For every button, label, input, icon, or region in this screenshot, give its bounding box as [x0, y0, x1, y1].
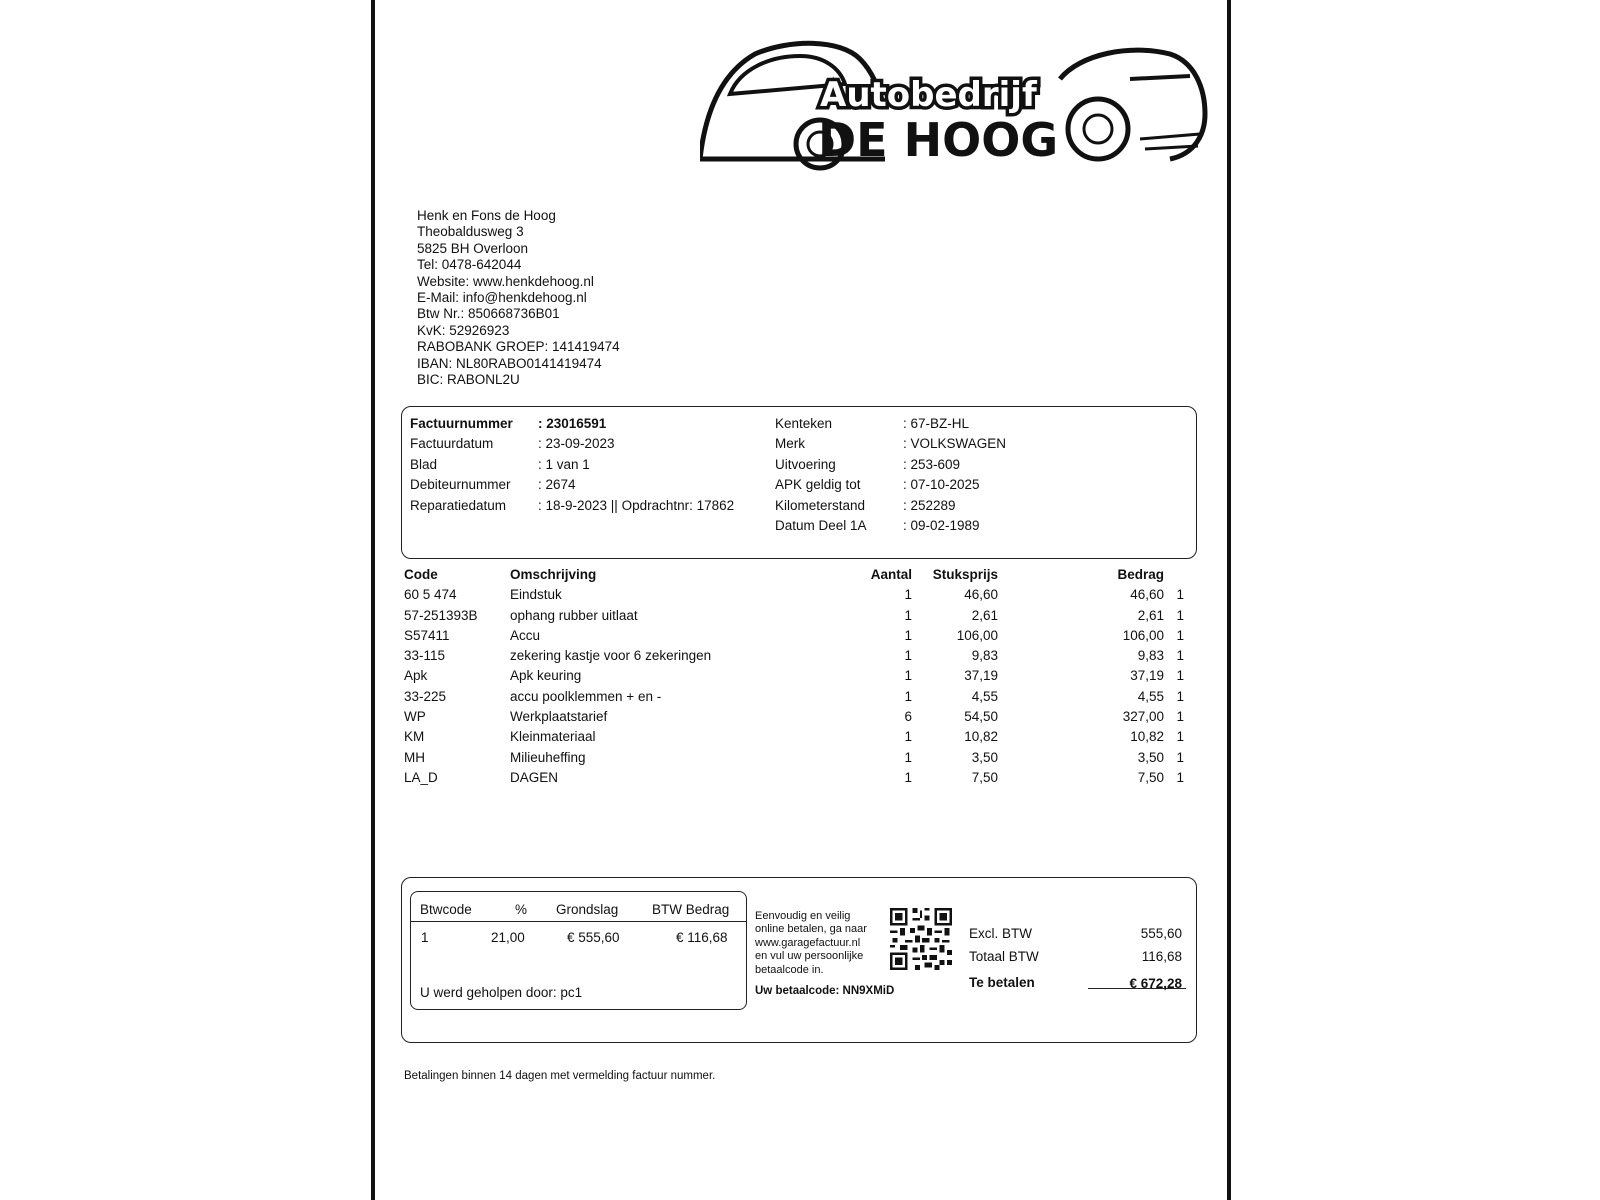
item-description: Accu [510, 627, 541, 643]
item-description: Eindstuk [510, 587, 562, 603]
item-quantity: 1 [904, 729, 912, 745]
item-description: zekering kastje voor 6 zekeringen [510, 648, 712, 664]
field-value: : 67-BZ-HL [903, 416, 970, 431]
column-header: Bedrag [1117, 567, 1164, 582]
helped-by-text: U werd geholpen door: pc1 [420, 985, 583, 1000]
item-price: 106,00 [956, 627, 998, 643]
debtor-row [410, 475, 734, 495]
invoice-number-row [410, 414, 734, 434]
field-label: Kilometerstand [775, 497, 866, 513]
table-row [404, 626, 1194, 646]
company-line: E-Mail: info@henkdehoog.nl [417, 290, 587, 306]
item-amount: 7,50 [1137, 769, 1164, 785]
vat-base: € 555,60 [567, 930, 620, 945]
item-code: Apk [404, 668, 428, 684]
item-description: Milieuheffing [510, 749, 586, 765]
vat-amount: € 116,68 [676, 930, 728, 945]
payment-text-line: betaalcode in. [755, 963, 824, 976]
company-line: RABOBANK GROEP: 141419474 [417, 339, 620, 355]
field-value: : 253-609 [903, 456, 961, 472]
item-amount: 46,60 [1130, 587, 1164, 603]
table-row [404, 768, 1194, 788]
item-code: MH [404, 749, 425, 765]
item-amount: 10,82 [1130, 729, 1164, 745]
invoice-details [410, 414, 734, 516]
item-amount: 9,83 [1137, 648, 1164, 664]
item-amount: 37,19 [1130, 668, 1164, 684]
qr-code-icon[interactable] [890, 908, 952, 970]
item-vat-code: 1 [1176, 627, 1184, 643]
item-amount: 4,55 [1137, 688, 1164, 704]
item-quantity: 1 [904, 668, 912, 684]
item-code: 60 5 474 [404, 587, 457, 603]
excl-vat-label: Excl. BTW [969, 926, 1032, 941]
field-value: : VOLKSWAGEN [903, 436, 1007, 452]
item-quantity: 1 [904, 769, 912, 785]
item-price: 10,82 [964, 729, 998, 745]
item-vat-code: 1 [1176, 729, 1184, 745]
item-description: Werkplaatstarief [510, 709, 608, 725]
online-payment-text [755, 910, 885, 977]
item-vat-code: 1 [1176, 709, 1184, 725]
table-row [404, 666, 1194, 686]
table-row [404, 585, 1194, 605]
vat-percentage: 21,00 [491, 930, 525, 945]
invoice-info-box [401, 406, 1197, 559]
item-quantity: 1 [904, 587, 912, 603]
payment-code: Uw betaalcode: NN9XMiD [755, 985, 895, 997]
total-vat-value: 116,68 [1141, 949, 1182, 964]
column-header: Aantal [870, 567, 912, 582]
repair-date-row [410, 496, 734, 516]
payment-text-line: en vul uw persoonlijke [755, 950, 864, 963]
company-line: Theobaldusweg 3 [417, 224, 524, 240]
item-code: WP [404, 709, 426, 725]
item-description: Kleinmateriaal [510, 729, 596, 745]
item-vat-code: 1 [1176, 749, 1184, 765]
vat-header-divider [411, 921, 746, 922]
item-vat-code: 1 [1176, 769, 1184, 785]
field-value: : 18-9-2023 || Opdrachtnr: 17862 [538, 497, 735, 513]
field-value: : 1 van 1 [538, 456, 590, 472]
variant-row [775, 455, 1006, 475]
payment-text-line: online betalen, ga naar [755, 923, 867, 936]
field-label: Merk [775, 436, 805, 452]
field-value: : 09-02-1989 [903, 518, 980, 534]
field-label: Debiteurnummer [410, 477, 511, 493]
item-quantity: 1 [904, 688, 912, 704]
table-row [404, 687, 1194, 707]
vat-code: 1 [421, 930, 429, 945]
totals-box [401, 877, 1197, 1043]
item-quantity: 1 [904, 607, 912, 623]
field-label: Blad [410, 456, 438, 472]
excl-vat-value: 555,60 [1140, 926, 1182, 941]
apk-row [775, 475, 1006, 495]
item-vat-code: 1 [1176, 607, 1184, 623]
company-details [417, 208, 620, 388]
table-row [404, 606, 1194, 626]
field-label: APK geldig tot [775, 477, 861, 493]
field-value: : 23016591 [538, 416, 607, 431]
vat-header: Grondslag [556, 902, 619, 917]
item-quantity: 6 [904, 709, 912, 725]
field-value: : 23-09-2023 [538, 436, 615, 452]
amount-due-label: Te betalen [969, 975, 1035, 990]
vat-header: Btwcode [420, 902, 472, 917]
vat-header: BTW Bedrag [652, 902, 730, 917]
item-description: DAGEN [510, 769, 559, 785]
amount-due-value: € 672,28 [1129, 976, 1182, 991]
sports-car-icon [1060, 50, 1205, 159]
line-items-table [404, 565, 1194, 788]
field-label: Kenteken [775, 416, 833, 431]
brand-row [775, 434, 1006, 454]
payment-text-line: Eenvoudig en veilig [755, 910, 851, 922]
item-amount: 3,50 [1137, 749, 1164, 765]
table-header [404, 565, 1194, 585]
item-vat-code: 1 [1176, 648, 1184, 664]
item-code: 33-115 [404, 648, 446, 664]
item-price: 46,60 [964, 587, 998, 603]
item-amount: 106,00 [1122, 627, 1164, 643]
registration-date-row [775, 516, 1006, 536]
company-line: IBAN: NL80RABO0141419474 [417, 355, 602, 371]
total-vat-label: Totaal BTW [969, 949, 1039, 964]
item-code: S57411 [404, 627, 450, 643]
field-label: Datum Deel 1A [775, 518, 867, 534]
item-code: LA_D [404, 769, 438, 785]
company-line: Website: www.henkdehoog.nl [417, 273, 594, 289]
column-header: Code [404, 567, 438, 582]
field-value: : 07-10-2025 [903, 477, 980, 493]
item-code: KM [404, 729, 425, 745]
column-header: Stuksprijs [932, 567, 998, 582]
vat-breakdown-box [410, 891, 747, 1010]
company-logo [700, 34, 1210, 174]
item-code: 57-251393B [404, 607, 478, 623]
item-description: ophang rubber uitlaat [510, 607, 638, 623]
item-price: 2,61 [971, 607, 998, 623]
company-line: Henk en Fons de Hoog [417, 208, 556, 223]
field-label: Factuurdatum [410, 436, 494, 452]
payment-text-line: www.garagefactuur.nl [755, 936, 861, 949]
field-value: : 252289 [903, 497, 956, 513]
company-line: 5825 BH Overloon [417, 240, 529, 256]
payment-terms: Betalingen binnen 14 dagen met vermelding factuur nummer. [404, 1070, 716, 1082]
item-quantity: 1 [904, 749, 912, 765]
field-label: Reparatiedatum [410, 497, 507, 513]
table-row [404, 727, 1194, 747]
item-vat-code: 1 [1176, 688, 1184, 704]
field-label: Uitvoering [775, 456, 836, 472]
table-row [404, 646, 1194, 666]
item-quantity: 1 [904, 648, 912, 664]
item-description: Apk keuring [510, 668, 582, 684]
item-amount: 2,61 [1137, 607, 1164, 623]
item-amount: 327,00 [1122, 709, 1164, 725]
company-line: BIC: RABONL2U [417, 372, 520, 388]
item-vat-code: 1 [1176, 668, 1184, 684]
sheet-row [410, 455, 734, 475]
vat-header: % [515, 902, 528, 917]
table-row [404, 707, 1194, 727]
item-code: 33-225 [404, 688, 447, 704]
company-line: KvK: 52926923 [417, 322, 510, 338]
logo-line1: Autobedrijf [820, 75, 1037, 115]
item-price: 3,50 [971, 749, 998, 765]
item-quantity: 1 [904, 627, 912, 643]
plate-row [775, 414, 1006, 434]
field-label: Factuurnummer [410, 416, 513, 431]
item-price: 7,50 [971, 769, 998, 785]
invoice-date-row [410, 434, 734, 454]
item-price: 9,83 [971, 648, 998, 664]
item-vat-code: 1 [1176, 587, 1184, 603]
item-price: 54,50 [964, 709, 998, 725]
company-line: Btw Nr.: 850668736B01 [417, 306, 560, 322]
company-line: Tel: 0478-642044 [417, 257, 522, 273]
logo-line2: DE HOOG [818, 113, 1059, 167]
vehicle-details [775, 414, 1006, 536]
table-row [404, 748, 1194, 768]
item-price: 4,55 [971, 688, 998, 704]
mileage-row [775, 496, 1006, 516]
item-price: 37,19 [964, 668, 998, 684]
column-header: Omschrijving [510, 567, 597, 582]
field-value: : 2674 [538, 477, 576, 493]
item-description: accu poolklemmen + en - [510, 688, 662, 704]
